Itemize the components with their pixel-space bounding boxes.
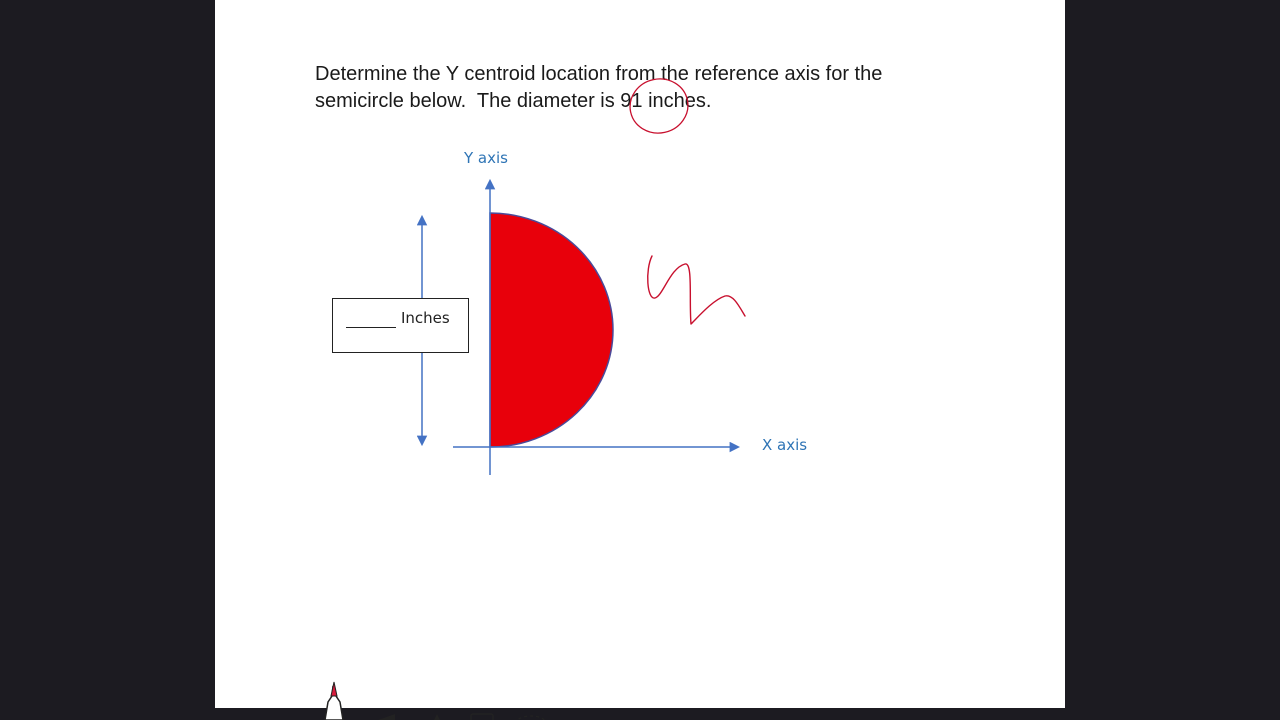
answer-blank[interactable] [346,327,396,328]
pen-tool-icon[interactable] [434,714,440,720]
answer-unit-label: Inches [401,309,450,327]
y-axis-label: Y axis [464,149,508,167]
eraser-tool-icon[interactable] [378,714,395,720]
semicircle-diagram [215,0,1065,708]
document-page [215,0,1065,708]
text-tool-icon[interactable] [471,714,493,720]
annotation-toolbar [300,676,570,720]
answer-box[interactable] [332,298,469,353]
x-axis-label: X axis [762,436,808,454]
semicircle-shape [490,213,613,447]
ink-circle-annotation [625,74,693,139]
lasso-tool-icon[interactable] [517,716,545,720]
problem-line-1: Determine the Y centroid location from the reference axis for the [315,63,883,85]
marker-tool-icon[interactable] [325,682,343,720]
problem-line-2: semicircle below. The diameter is 91 inches. [315,90,712,112]
ink-scribble-annotation [648,256,745,324]
